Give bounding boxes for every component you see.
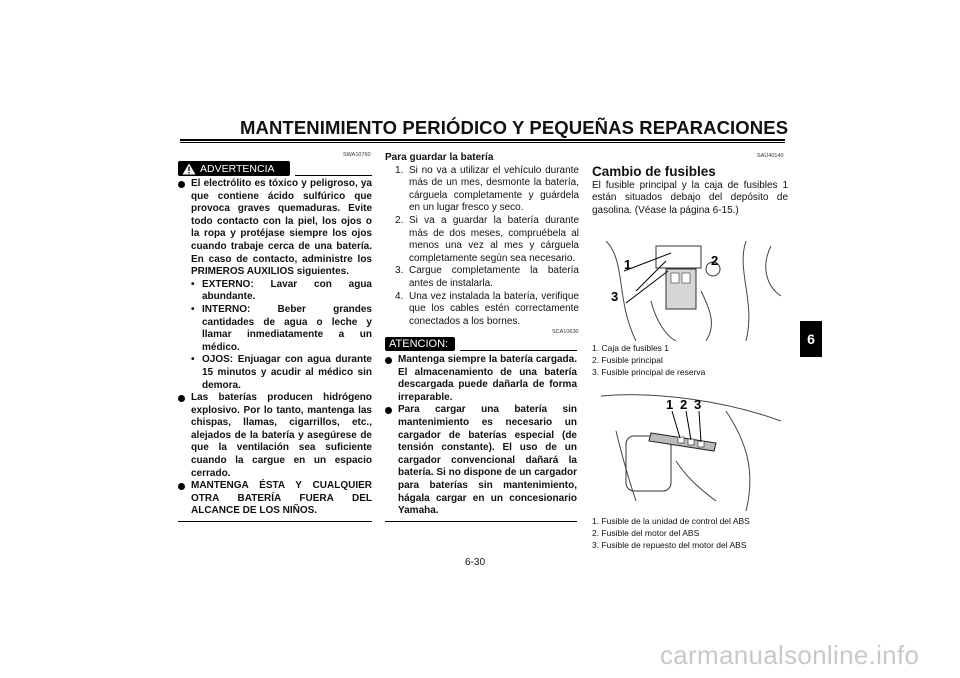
- warning-subitem: • EXTERNO: Lavar con agua abundante.: [191, 278, 372, 303]
- caption-item: 3. Fusible de repuesto del motor del ABS: [592, 540, 747, 551]
- abs-fuse-photo: [595, 390, 787, 512]
- fuses-title: Cambio de fusibles: [592, 164, 716, 179]
- caption-item: 2. Fusible del motor del ABS: [592, 528, 700, 539]
- header-rule: [180, 139, 785, 141]
- caption-list-2: [592, 515, 750, 552]
- bullet-icon: [178, 483, 185, 490]
- warning-item: MANTENGA ÉSTA Y CUALQUIER OTRA BATERÍA FUERA DEL ALCANCE DE LOS NIÑOS.: [178, 480, 372, 518]
- warning-subitem: • OJOS: Enjuagar con agua durante 15 minutos y acudir al médico sin demora.: [191, 354, 372, 391]
- bullet-icon: [385, 407, 392, 414]
- chapter-tab: 6: [800, 321, 822, 357]
- warning-rule: [295, 175, 372, 176]
- fuses-body: El fusible principal y la caja de fusibles 1 están situados debajo del depósito de gasolina. (Véase la página 6-15.): [592, 179, 788, 216]
- section-code: SAU40140: [757, 153, 784, 159]
- warning-item: Las baterías producen hidrógeno explosivo. Por lo tanto, mantenga las chispas, llamas, cigarrillos, etc., alejados de la batería y asegúrese de que la ventilación sea suficiente cuando la cargue en un espacio cerrado.: [178, 392, 372, 480]
- warning-triangle-icon: [182, 163, 196, 175]
- header-rule-thin: [180, 142, 785, 143]
- caption-item: 2. Fusible principal: [592, 355, 663, 366]
- caution-end-rule: [385, 521, 577, 522]
- storage-step: 1. Si no va a utilizar el vehículo durante más de un mes, desmonte la batería, cárguela completamente y guárdela en un lugar fresco y seco.: [395, 164, 579, 214]
- caution-code: SCA10630: [552, 329, 579, 335]
- watermark: carmanualsonline.info: [660, 640, 920, 670]
- bullet-icon: [385, 357, 392, 364]
- caption-item: 1. Fusible de la unidad de control del ABS: [592, 516, 750, 526]
- warning-list: [178, 178, 372, 518]
- caption-list-1: [592, 342, 705, 379]
- storage-heading: Para guardar la batería: [385, 152, 494, 163]
- warning-subitem: • INTERNO: Beber grandes cantidades de agua o leche y llamar inmediatamente a un médico.: [191, 303, 372, 353]
- warning-end-rule: [178, 521, 372, 522]
- caution-rule: [460, 350, 577, 351]
- caution-item: Mantenga siempre la batería cargada. El almacenamiento de una batería descargada puede dañarla de forma irreparable.: [385, 354, 577, 404]
- storage-step: 2. Si va a guardar la batería durante más de dos meses, compruébela al menos una vez al mes y cárguela completamente según sea necesario.: [395, 214, 579, 264]
- fuse-box-photo: [595, 240, 787, 342]
- storage-step: 3. Cargue completamente la batería antes de instalarla.: [395, 265, 579, 289]
- bullet-icon: [178, 181, 185, 188]
- bullet-icon: [178, 395, 185, 402]
- caution-list: [385, 354, 577, 518]
- photo1-label-1: 1: [624, 257, 632, 272]
- photo2-label-2: 2: [680, 397, 688, 412]
- warning-label: ADVERTENCIA: [200, 162, 275, 175]
- warning-code: SWA10760: [343, 152, 371, 158]
- storage-section: [385, 152, 579, 328]
- caption-item: 1. Caja de fusibles 1: [592, 343, 670, 353]
- storage-step: 4. Una vez instalada la batería, verifique que los cables estén correctamente conectados a los bornes.: [395, 290, 579, 327]
- page-number: 6-30: [465, 557, 486, 568]
- caption-item: 3. Fusible principal de reserva: [592, 367, 706, 378]
- photo2-label-3: 3: [694, 397, 702, 412]
- warning-badge: [178, 161, 290, 176]
- page-title: MANTENIMIENTO PERIÓDICO Y PEQUEÑAS REPARACIONES: [240, 117, 789, 138]
- warning-item: El electrólito es tóxico y peligroso, ya que contiene ácido sulfúrico que provoca graves quemaduras. Evite todo contacto con la piel, los ojos o la ropa y protéjase siempre los ojos cuando trabaje cerca de una batería. En caso de contacto, administre los PRIMEROS AUXILIOS siguientes.: [178, 178, 372, 279]
- fuses-section: [592, 166, 788, 217]
- caution-item: Para cargar una batería sin mantenimiento es necesario un cargador de baterías especial (de tensión constante). El uso de un cargador convencional dañará la batería. Si no dispone de un cargador para baterías sin mantenimiento, hágala cargar en un concesionario Yamaha.: [385, 404, 577, 517]
- photo2-label-1: 1: [666, 397, 674, 412]
- photo1-label-2: 2: [711, 253, 719, 268]
- photo1-label-3: 3: [611, 289, 619, 304]
- caution-badge: ATENCION:: [385, 337, 455, 351]
